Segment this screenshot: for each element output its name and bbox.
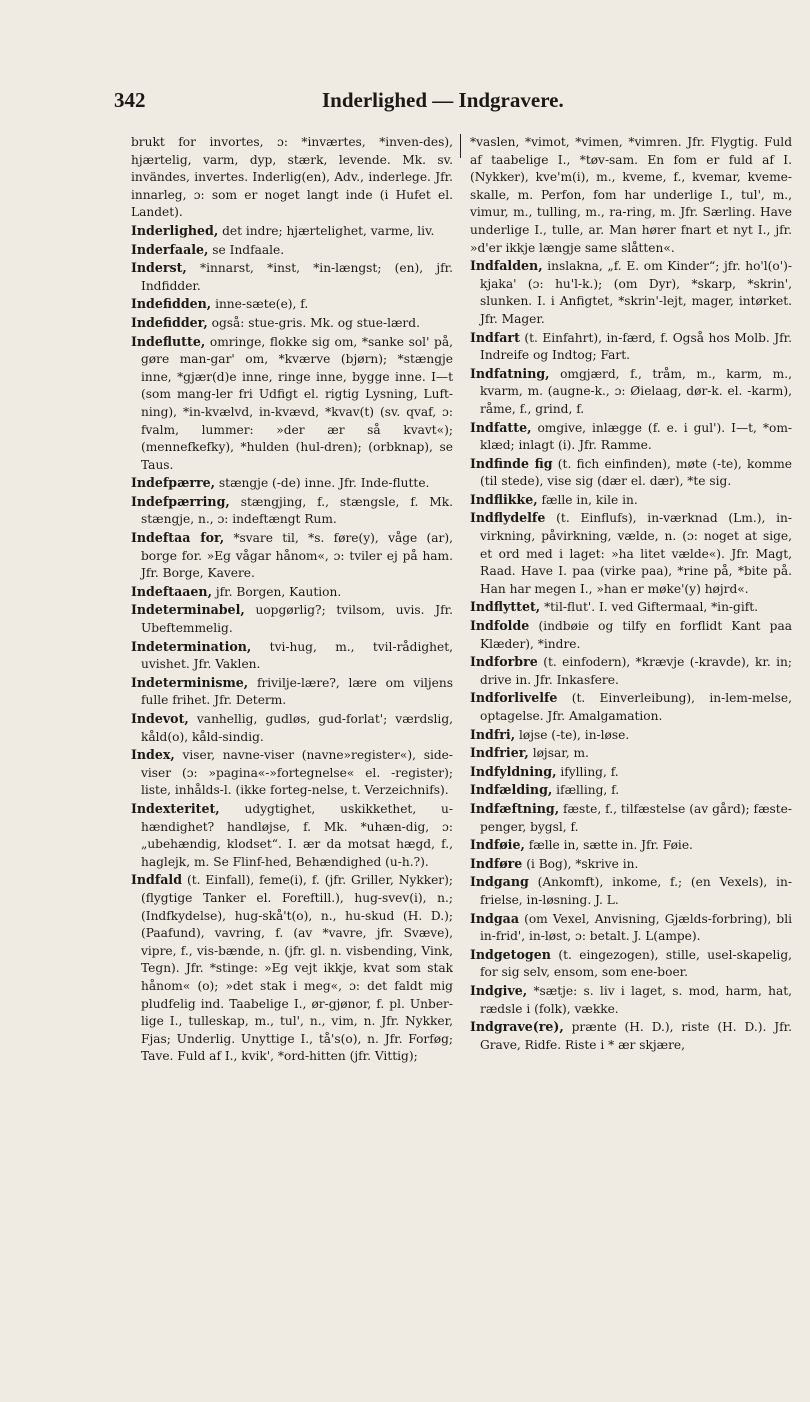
left-column — [131, 134, 453, 1394]
dictionary-entry — [470, 491, 792, 510]
entry-definition: (om Vexel, Anvisning, Gjælds-forbring), bli in-frid', in-løst, ɔ: betalt. J. L(ampe). — [480, 911, 792, 944]
dictionary-entry — [131, 674, 453, 710]
entry-headword: Indevot, — [131, 711, 189, 726]
entry-definition: *sætje: s. liv i laget, s. mod, harm, hat, rædsle i (folk), vække. — [480, 983, 792, 1016]
entry-definition: (t. Einflufs), in-værknad (Lm.), in-virkning, påvirkning, vælde, n. (ɔ: noget at sige, et ord med i laget: »ha litet vælde«). Jfr. Magt, Raad. Have I. paa (virke paa), *rine på, *bite på. Han har megen I., »han er møke'(y) højrd«. — [480, 511, 792, 596]
entry-headword: Indflydelfe — [470, 510, 546, 526]
dictionary-entry — [470, 836, 792, 855]
entry-definition: *til-flut'. I. ved Giftermaal, *in-gift. — [544, 600, 759, 615]
entry-headword: Index, — [131, 747, 175, 763]
dictionary-entry — [470, 744, 792, 763]
right-column — [470, 134, 792, 1394]
entry-definition: (t. Einfall), feme(i), f. (jfr. Griller, Nykker); (flygtige Tanker el. Foreftill.), hug-svev(i), n.; (Indfkydelse), hug-skå't(o), n., hu-skud (H. D.); (Paafund), vavring, f. (av *vavre, jfr. Svæve), vipre, f., vis-bænde, n. (jfr. gl. n. visbending, Vink, Tegn). Jfr. *stinge: »Eg vejt ikkje, kvat som stak hånom« (o); »det stak i meg«, ɔ: det faldt mig pludfelig ind. Taabelige I., ør-gjønor, f. pl. Unber-lige I., tulleskap, m., tul', n., vim, n. Jfr. Nykker, Fjas; Underlig. Unyttige I., tå's(o), n. Jfr. Forføg; Tave. Fuld af I., kvik', *ord-hitten (jfr. Vittig); — [141, 873, 453, 1064]
dictionary-entry — [470, 257, 792, 328]
entry-headword: Indgrave(re), — [470, 1019, 564, 1035]
entry-headword: Indgetogen — [470, 946, 551, 962]
entry-headword: Indfri, — [470, 726, 516, 742]
entry-definition: omgjærd, f., tråm, m., karm, m., kvarm, m. (augne-k., ɔ: Øielaag, dør-k. el. -karm), råme, f., grind, f. — [480, 366, 792, 416]
entry-headword: Indfolde — [470, 618, 530, 634]
entry-definition: stængje (-de) inne. Jfr. Inde-flutte. — [218, 476, 430, 491]
entry-definition: også: stue-gris. Mk. og stue-lærd. — [211, 315, 420, 330]
entry-headword: Indgaa — [470, 910, 519, 926]
entry-definition: (t. Einverleibung), in-lem-melse, optagelse. Jfr. Amalgamation. — [480, 691, 792, 723]
dictionary-entry — [131, 529, 453, 583]
entry-definition: frivilje-lære?, lære om viljens fulle frihet. Jfr. Determ. — [141, 675, 453, 708]
entry-definition: fælle in, kile in. — [541, 492, 638, 507]
entry-headword: Indfælding, — [470, 782, 553, 798]
dictionary-entry — [470, 726, 792, 745]
dictionary-entry — [470, 365, 792, 419]
dictionary-entry — [470, 910, 792, 946]
entry-definition: udygtighet, uskikkethet, u-hændighet? handløjse, f. Mk. *uhæn-dig, ɔ: „ubehændig, klodset“. I. ær da motsat hægd, f., haglejk, m. Se Flinf-hed, Behændighed (u-h.?). — [141, 801, 453, 869]
entry-definition: omgive, inlægge (f. e. i gul'). I—t, *om-klæd; inlagt (i). Jfr. Ramme. — [480, 420, 792, 453]
entry-headword: Indgang — [470, 874, 529, 890]
entry-definition: løjse (-te), in-løse. — [518, 727, 630, 742]
entry-headword: Indfinde fig — [470, 455, 553, 471]
entry-headword: Indfrier, — [470, 745, 529, 761]
dictionary-entry — [470, 689, 792, 725]
entry-definition: (t. eingezogen), stille, usel-skapelig, for sig selv, ensom, som ene-boer. — [480, 947, 792, 980]
column-divider — [460, 134, 461, 158]
dictionary-entry — [131, 601, 453, 637]
dictionary-entry — [470, 419, 792, 455]
dictionary-entry — [470, 598, 792, 617]
entry-headword: Indeterminabel, — [131, 602, 245, 618]
entry-definition: *vaslen, *vimot, *vimen, *vimren. Jfr. Flygtig. Fuld af taabelige I., *tøv-sam. En fom er fuld af I. (Nykker), kve'm(i), m., kveme, f., kvemar, kveme-skalle, m. Perfon, fom har underlige I., tul', m., vimur, m., tulling, m., ra-ring, m. Jfr. Særling. Have underlige I., tulle, ar. Man hører fnart et nyt I., jfr. »d'er ikkje længje same slåtten«. — [470, 135, 792, 255]
entry-headword: Indeterminisme, — [131, 674, 249, 690]
dictionary-entry — [131, 583, 453, 602]
entry-definition: *svare til, *s. føre(y), våge (ar), borge for. »Eg vågar hånom«, ɔ: tviler ej på ham. Jfr. Borge, Kavere. — [141, 531, 453, 581]
entry-headword: Indflikke, — [470, 491, 538, 507]
page-number: 342 — [114, 88, 146, 112]
entry-definition: se Indfaale. — [212, 242, 285, 257]
entry-definition: (t. einfodern), *krævje (-kravde), kr. in; drive in. Jfr. Inkasfere. — [480, 655, 792, 687]
entry-definition: (t. fich einfinden), møte (-te), komme (til stede), vise sig (dær el. dær), *te sig. — [480, 456, 792, 489]
entry-headword: Indforbre — [470, 654, 538, 670]
entry-definition: fælle in, sætte in. Jfr. Føie. — [528, 838, 693, 853]
entry-headword: Indefidden, — [131, 296, 212, 312]
dictionary-entry — [470, 1018, 792, 1054]
dictionary-entry — [131, 241, 453, 260]
entry-definition: omringe, flokke sig om, *sanke sol' på, gøre man-gar' om, *kværve (bjørn); *stængje inne, *gjær(d)e inne, ringe inne, bygge inne. I—t (som mang-ler fri Udfigt el. rigtig Lysning, Luft-ning), *in-kvælvd, in-kvævd, *kvav(t) (sv. qvaf, ɔ: fvalm, lummer: »der ær så kvavt«); (mennefkefky), *hulden (hul-dren); (orbknap), se Taus. — [141, 334, 453, 472]
dictionary-entry — [470, 855, 792, 874]
entry-definition: (Ankomft), inkome, f.; (en Vexels), in-frielse, in-løsning. J. L. — [480, 875, 792, 907]
entry-headword: Indgive, — [470, 982, 528, 998]
entry-definition: løjsar, m. — [532, 746, 589, 761]
entry-definition: *innarst, *inst, *in-længst; (en), jfr. Indfidder. — [141, 261, 453, 293]
entry-definition: inne-sæte(e), f. — [215, 297, 309, 312]
entry-headword: Indfatning, — [470, 365, 550, 381]
dictionary-entry — [131, 314, 453, 333]
entry-headword: Inderlighed, — [131, 222, 219, 238]
entry-definition: tvi-hug, m., tvil-rådighet, uvishet. Jfr. Vaklen. — [141, 639, 453, 672]
dictionary-entry — [131, 295, 453, 314]
entry-definition: brukt for invortes, ɔ: *inværtes, *inven-des), hjærtelig, varm, dyp, stærk, levende. Mk. sv. invändes, invertes. Inderlig(en), Adv., inderlege. Jfr. innarleg, ɔ: som er noget langt inde (i Hufet el. Landet). — [131, 135, 453, 220]
dictionary-entry — [131, 871, 453, 1066]
entry-headword: Indexteritet, — [131, 800, 220, 816]
dictionary-entry — [131, 800, 453, 871]
entry-headword: Indeftaa for, — [131, 530, 225, 546]
entry-headword: Indflyttet, — [470, 599, 541, 615]
entry-headword: Indfald — [131, 872, 183, 888]
dictionary-entry — [131, 333, 453, 475]
dictionary-entry — [470, 455, 792, 491]
page-header — [114, 84, 714, 124]
entry-headword: Indefidder, — [131, 314, 208, 330]
entry-headword: Indfyldning, — [470, 763, 557, 779]
entry-headword: Inderst, — [131, 260, 187, 276]
dictionary-entry — [470, 873, 792, 909]
dictionary-entry — [470, 653, 792, 689]
dictionary-entry — [131, 638, 453, 674]
entry-definition: (i Bog), *skrive in. — [526, 856, 639, 871]
dictionary-entry — [470, 329, 792, 365]
entry-headword: Indforlivelfe — [470, 690, 558, 706]
entry-definition: viser, navne-viser (navne»register«), side-viser (ɔ: »pagina«-»fortegnelse« el. -register); liste, inhålds-l. (ikke forteg-nelse, t. Verzeichnifs). — [141, 748, 453, 798]
entry-definition: uopgørlig?; tvilsom, uvis. Jfr. Ubeftemmelig. — [141, 603, 453, 636]
dictionary-entry — [470, 946, 792, 982]
entry-headword: Indføie, — [470, 837, 525, 853]
entry-definition: ifylling, f. — [560, 764, 619, 779]
entry-definition: (t. Einfahrt), in-færd, f. Også hos Molb. Jfr. Indreife og Indtog; Fart. — [480, 330, 792, 363]
entry-definition: stængjing, f., stængsle, f. Mk. stængje, n., ɔ: indeftængt Rum. — [141, 494, 453, 527]
entry-headword: Indefpærring, — [131, 493, 230, 509]
entry-headword: Indeflutte, — [131, 333, 206, 349]
dictionary-entry — [470, 982, 792, 1018]
entry-definition: (indbøie og tilfy en forflidt Kant paa Klæder), *indre. — [480, 619, 792, 651]
entry-headword: Indføre — [470, 855, 523, 871]
dictionary-entry — [131, 493, 453, 529]
dictionary-entry — [131, 222, 453, 241]
entry-definition: fæste, f., tilfæstelse (av gård); fæste-penger, bygsl, f. — [480, 801, 792, 834]
entry-headword: Inderfaale, — [131, 241, 209, 257]
dictionary-entry — [131, 710, 453, 746]
dictionary-entry — [470, 781, 792, 800]
entry-headword: Indfart — [470, 329, 520, 345]
entry-headword: Indfatte, — [470, 419, 532, 435]
entry-headword: Indfæftning, — [470, 800, 560, 816]
dictionary-entry — [470, 763, 792, 782]
entry-definition: vanhellig, gudløs, gud-forlat'; værdslig, kåld(o), kåld-sindig. — [141, 712, 453, 744]
entry-definition: inslakna, „f. E. om Kinder“; jfr. ho'l(o')-kjaka' (ɔ: hu'l-k.); (om Dyr), *skarp, *skrin', slunken. I. i Anfigtet, *skrin'-lejt, mager, intørket. Jfr. Mager. — [480, 259, 792, 326]
entry-definition: prænte (H. D.), riste (H. D.). Jfr. Grave, Ridfe. Riste i * ær skjære, — [480, 1020, 792, 1052]
dictionary-entry — [470, 509, 792, 598]
dictionary-entry — [470, 617, 792, 653]
entry-definition: jfr. Borgen, Kaution. — [215, 584, 342, 599]
dictionary-entry — [131, 259, 453, 295]
dictionary-entry — [131, 134, 453, 222]
entry-headword: Indetermination, — [131, 638, 252, 654]
entry-headword: Indeftaaen, — [131, 583, 212, 599]
dictionary-entry — [131, 474, 453, 493]
entry-definition: ifælling, f. — [556, 783, 620, 798]
dictionary-entry — [470, 134, 792, 257]
dictionary-entry — [131, 746, 453, 800]
entry-headword: Indefpærre, — [131, 475, 216, 491]
dictionary-entry — [470, 800, 792, 836]
running-head: Inderlighed — Indgravere. — [322, 88, 564, 112]
entry-headword: Indfalden, — [470, 258, 543, 274]
entry-definition: det indre; hjærtelighet, varme, liv. — [222, 223, 435, 238]
